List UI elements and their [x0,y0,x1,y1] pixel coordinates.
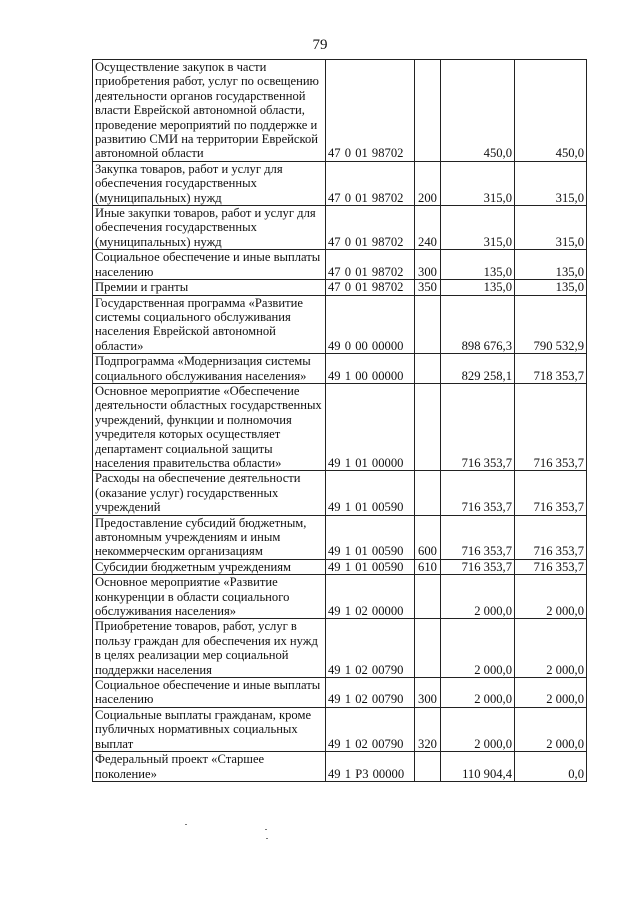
scan-speck [265,829,267,830]
scan-speck [266,838,268,839]
row-code: 47 0 01 98702 [326,161,415,205]
row-vr [415,752,441,782]
row-name: Премии и гранты [93,280,326,295]
budget-table [92,59,587,782]
row-amount-2: 135,0 [515,250,587,280]
row-amount-1: 716 353,7 [441,383,515,470]
row-name: Иные закупки товаров, работ и услуг для обеспечения государственных (муниципальных) нужд [93,206,326,250]
row-amount-1: 716 353,7 [441,471,515,515]
row-name: Предоставление субсидий бюджетным, автономным учреждениям и иным некоммерческим организациям [93,515,326,559]
table-row [93,707,587,751]
table-row [93,295,587,354]
row-code: 49 1 02 00000 [326,575,415,619]
row-vr: 240 [415,206,441,250]
row-amount-2: 450,0 [515,60,587,162]
row-amount-2: 716 353,7 [515,471,587,515]
row-amount-2: 315,0 [515,161,587,205]
row-name: Расходы на обеспечение деятельности (оказание услуг) государственных учреждений [93,471,326,515]
table-row [93,515,587,559]
row-amount-1: 2 000,0 [441,575,515,619]
row-code: 49 1 01 00590 [326,471,415,515]
page-number: 79 [312,37,328,53]
table-row [93,471,587,515]
row-vr: 350 [415,280,441,295]
row-name: Федеральный проект «Старшее поколение» [93,752,326,782]
row-amount-1: 135,0 [441,250,515,280]
table-row [93,752,587,782]
row-code: 49 1 01 00590 [326,515,415,559]
scan-speck [185,824,187,825]
row-name: Закупка товаров, работ и услуг для обеспечения государственных (муниципальных) нужд [93,161,326,205]
row-vr: 320 [415,707,441,751]
row-amount-2: 315,0 [515,206,587,250]
row-vr [415,295,441,354]
row-vr: 300 [415,678,441,708]
row-amount-1: 315,0 [441,206,515,250]
table-row [93,280,587,295]
row-amount-2: 716 353,7 [515,515,587,559]
row-amount-2: 716 353,7 [515,383,587,470]
row-amount-2: 790 532,9 [515,295,587,354]
row-amount-2: 716 353,7 [515,559,587,574]
row-vr [415,60,441,162]
row-name: Основное мероприятие «Обеспечение деятельности областных государственных учреждений, функции и полномочия учредителя которых осуществляет департамент социальной защиты населения правительства области» [93,383,326,470]
row-amount-1: 2 000,0 [441,678,515,708]
row-code: 49 1 P3 00000 [326,752,415,782]
row-code: 49 0 00 00000 [326,295,415,354]
row-code: 47 0 01 98702 [326,60,415,162]
row-code: 49 1 02 00790 [326,619,415,678]
table-row [93,161,587,205]
row-name: Осуществление закупок в части приобретения работ, услуг по освещению деятельности органов государственной власти Еврейской автономной области, проведение мероприятий по поддержке и развитию СМИ на территории Еврейской автономной области [93,60,326,162]
row-name: Социальное обеспечение и иные выплаты населению [93,250,326,280]
row-vr [415,471,441,515]
row-amount-1: 716 353,7 [441,559,515,574]
row-amount-2: 0,0 [515,752,587,782]
row-amount-1: 2 000,0 [441,707,515,751]
row-code: 49 1 01 00000 [326,383,415,470]
row-amount-1: 716 353,7 [441,515,515,559]
row-amount-1: 315,0 [441,161,515,205]
row-vr [415,383,441,470]
row-amount-1: 135,0 [441,280,515,295]
row-code: 47 0 01 98702 [326,206,415,250]
row-name: Субсидии бюджетным учреждениям [93,559,326,574]
row-amount-1: 2 000,0 [441,619,515,678]
table-row [93,619,587,678]
row-name: Социальное обеспечение и иные выплаты населению [93,678,326,708]
row-vr [415,354,441,384]
row-amount-2: 135,0 [515,280,587,295]
row-amount-2: 2 000,0 [515,707,587,751]
row-amount-2: 2 000,0 [515,575,587,619]
row-amount-2: 718 353,7 [515,354,587,384]
row-code: 49 1 02 00790 [326,678,415,708]
table-row [93,206,587,250]
row-amount-1: 450,0 [441,60,515,162]
table-row [93,60,587,162]
budget-table-body [93,60,587,782]
row-code: 49 1 01 00590 [326,559,415,574]
row-amount-1: 898 676,3 [441,295,515,354]
row-amount-1: 829 258,1 [441,354,515,384]
row-code: 47 0 01 98702 [326,250,415,280]
row-code: 49 1 00 00000 [326,354,415,384]
row-amount-1: 110 904,4 [441,752,515,782]
row-vr [415,619,441,678]
table-row [93,678,587,708]
table-row [93,383,587,470]
row-name: Основное мероприятие «Развитие конкуренции в области социального обслуживания населения» [93,575,326,619]
row-name: Государственная программа «Развитие системы социального обслуживания населения Еврейской автономной области» [93,295,326,354]
table-row [93,559,587,574]
row-name: Приобретение товаров, работ, услуг в пользу граждан для обеспечения их нужд в целях реализации мер социальной поддержки населения [93,619,326,678]
row-name: Социальные выплаты гражданам, кроме публичных нормативных социальных выплат [93,707,326,751]
row-vr: 200 [415,161,441,205]
row-code: 47 0 01 98702 [326,280,415,295]
row-vr: 300 [415,250,441,280]
row-amount-2: 2 000,0 [515,619,587,678]
row-vr [415,575,441,619]
row-vr: 610 [415,559,441,574]
row-amount-2: 2 000,0 [515,678,587,708]
row-code: 49 1 02 00790 [326,707,415,751]
table-row [93,250,587,280]
table-row [93,354,587,384]
row-vr: 600 [415,515,441,559]
row-name: Подпрограмма «Модернизация системы социального обслуживания населения» [93,354,326,384]
table-row [93,575,587,619]
